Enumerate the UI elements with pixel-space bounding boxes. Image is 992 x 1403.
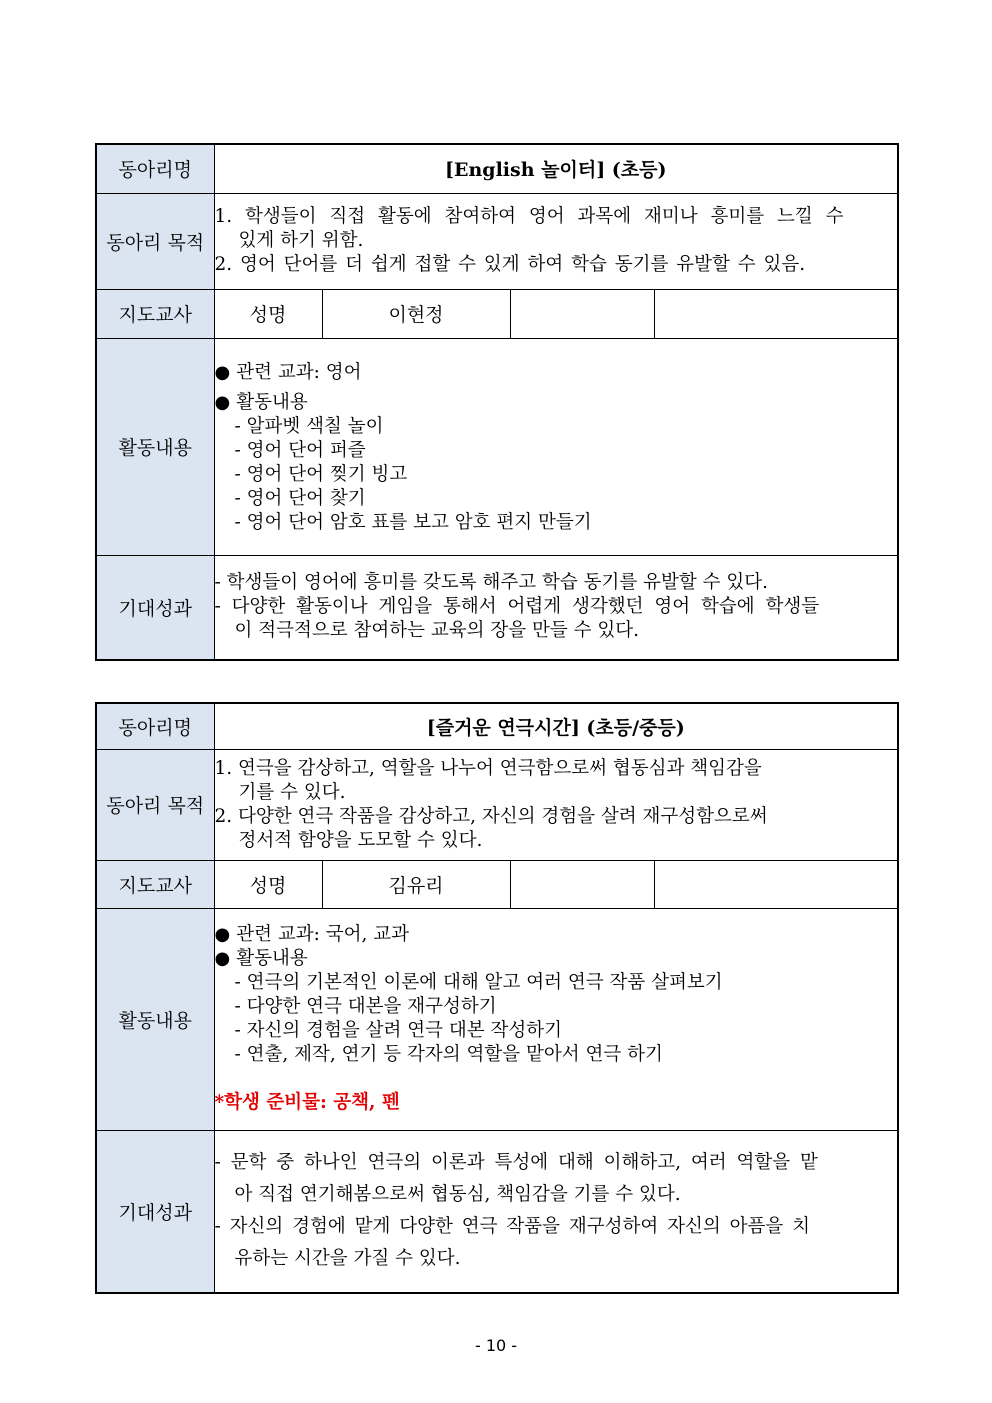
outcome-label: 기대성과 xyxy=(96,1130,214,1293)
activity-item: - 영어 단어 찾기 xyxy=(234,487,366,509)
activity-item: - 영어 단어 찢기 빙고 xyxy=(234,463,408,485)
bullet-icon: ● xyxy=(214,948,231,969)
subject-line xyxy=(215,361,898,385)
empty-cell xyxy=(654,860,898,908)
bullet-icon: ● xyxy=(214,924,231,945)
goal-line: 1. 학생들이 직접 활동에 참여하여 영어 과목에 재미나 흥미를 느낄 수 xyxy=(214,206,844,227)
empty-cell xyxy=(510,860,654,908)
bullet-icon: ● xyxy=(214,361,231,383)
activity-header-line xyxy=(215,391,898,415)
teacher-name: 이현정 xyxy=(322,289,510,338)
activity-label: 활동내용 xyxy=(96,338,214,555)
teacher-label: 지도교사 xyxy=(96,289,214,338)
activity-header-line xyxy=(215,947,898,971)
goal-line: 2. 다양한 연극 작품을 감상하고, 자신의 경험을 살려 재구성함으로써 xyxy=(214,805,768,827)
activity-content xyxy=(214,338,898,555)
outcome-line: 이 적극적으로 참여하는 교육의 장을 만들 수 있다. xyxy=(234,620,639,642)
activity-item: - 연극의 기본적인 이론에 대해 알고 여러 연극 작품 살펴보기 xyxy=(234,972,723,993)
activity-item: - 영어 단어 암호 표를 보고 암호 편지 만들기 xyxy=(234,511,592,533)
goal-line: 기를 수 있다. xyxy=(238,781,346,803)
activity-header: 활동내용 xyxy=(236,948,308,969)
teacher-name: 김유리 xyxy=(322,860,510,908)
club-name: [즐거운 연극시간] (초등/중등) xyxy=(214,703,898,749)
teacher-label: 지도교사 xyxy=(96,860,214,908)
page-number: - 10 - xyxy=(474,1336,518,1355)
empty-cell xyxy=(510,289,654,338)
goal-line: 있게 하기 위함. xyxy=(238,230,364,251)
activity-item: - 자신의 경험을 살려 연극 대본 작성하기 xyxy=(234,1020,562,1041)
outcome-line: - 자신의 경험에 맡게 다양한 연극 작품을 재구성하여 자신의 아픔을 치 xyxy=(214,1216,810,1238)
outcome-label: 기대성과 xyxy=(96,555,214,660)
club-name: [English 놀이터] (초등) xyxy=(214,144,898,193)
subject-text: 관련 교과: 국어, 교과 xyxy=(236,924,409,945)
activity-item: - 연출, 제작, 연기 등 각자의 역할을 맡아서 연극 하기 xyxy=(234,1044,663,1065)
outcome-line: 유하는 시간을 가질 수 있다. xyxy=(234,1248,461,1270)
supplies-note: *학생 준비물: 공책, 펜 xyxy=(214,1092,400,1113)
club-goal-label: 동아리 목적 xyxy=(96,193,214,289)
activity-item: - 다양한 연극 대본을 재구성하기 xyxy=(234,996,497,1017)
bullet-icon: ● xyxy=(214,391,231,413)
activity-label: 활동내용 xyxy=(96,908,214,1130)
subject-text: 관련 교과: 영어 xyxy=(236,361,362,383)
teacher-name-label: 성명 xyxy=(214,289,322,338)
activity-item: - 알파벳 색칠 놀이 xyxy=(234,415,384,437)
outcome-line: - 문학 중 하나인 연극의 이론과 특성에 대해 이해하고, 여러 역할을 맡 xyxy=(214,1152,818,1174)
club-table-1 xyxy=(95,143,899,661)
club-goals xyxy=(214,193,898,289)
activity-item: - 영어 단어 퍼즐 xyxy=(234,439,366,461)
empty-cell xyxy=(654,289,898,338)
outcome-line: - 학생들이 영어에 흥미를 갖도록 해주고 학습 동기를 유발할 수 있다. xyxy=(214,572,768,594)
outcome-content xyxy=(214,1130,898,1293)
outcome-line: 아 직접 연기해봄으로써 협동심, 책임감을 기를 수 있다. xyxy=(234,1184,681,1206)
club-goals xyxy=(214,749,898,860)
goal-line: 정서적 함양을 도모할 수 있다. xyxy=(238,829,483,851)
activity-content xyxy=(214,908,898,1130)
club-goal-label: 동아리 목적 xyxy=(96,749,214,860)
club-name-label: 동아리명 xyxy=(96,144,214,193)
club-table-2 xyxy=(95,702,899,1294)
goal-line: 1. 연극을 감상하고, 역할을 나누어 연극함으로써 협동심과 책임감을 xyxy=(214,757,762,779)
teacher-name-label: 성명 xyxy=(214,860,322,908)
activity-header: 활동내용 xyxy=(236,391,308,413)
club-name-label: 동아리명 xyxy=(96,703,214,749)
outcome-line: - 다양한 활동이나 게임을 통해서 어렵게 생각했던 영어 학습에 학생들 xyxy=(214,596,820,618)
outcome-content xyxy=(214,555,898,660)
subject-line xyxy=(215,923,898,947)
goal-line: 2. 영어 단어를 더 쉽게 접할 수 있게 하여 학습 동기를 유발할 수 있음. xyxy=(214,254,806,275)
